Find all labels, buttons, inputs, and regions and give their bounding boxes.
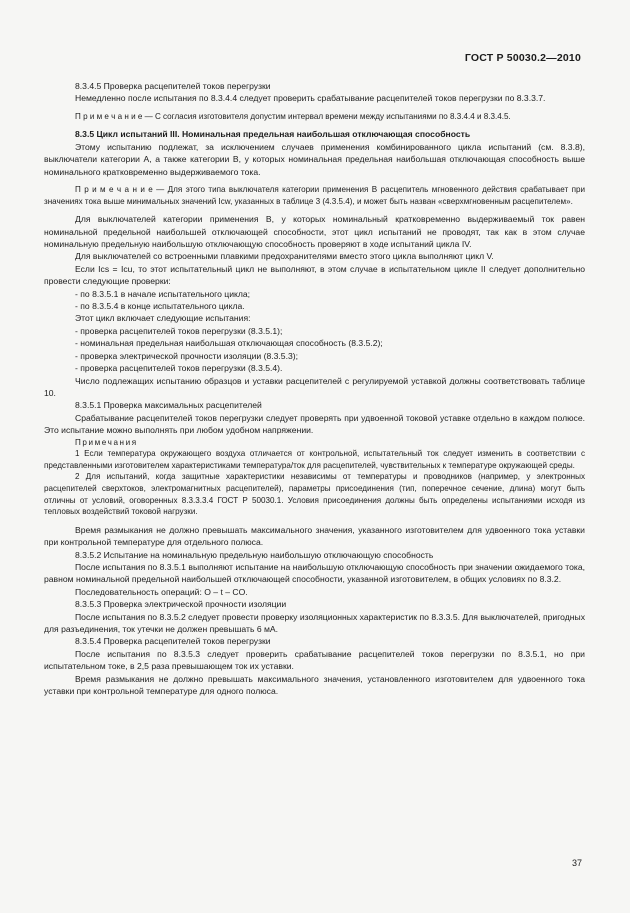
body-paragraph <box>44 337 585 349</box>
paragraph-text: 8.3.5.2 Испытание на номинальную предельную наибольшую отключающую способность <box>75 549 434 560</box>
body-paragraph <box>44 92 585 104</box>
paragraph-text: 8.3.5.3 Проверка электрической прочности изоляции <box>75 599 287 610</box>
paragraph-text: После испытания по 8.3.5.2 следует провести проверку изоляционных характеристик по 8.3.3.5. Для выключателей, пригодных для разъединения, ток утечки не должен превышать 6 мА. <box>44 611 585 634</box>
paragraph-text: 8.3.5.4 Проверка расцепителей токов перегрузки <box>75 636 271 647</box>
paragraph-text: 8.3.4.5 Проверка расцепителей токов перегрузки <box>75 81 271 91</box>
standard-header: ГОСТ Р 50030.2—2010 <box>464 52 581 64</box>
body-paragraph <box>44 141 585 178</box>
paragraph-text: - по 8.3.5.4 в конце испытательного цикла. <box>75 301 245 312</box>
body-paragraph <box>44 325 585 337</box>
body-paragraph <box>44 80 585 92</box>
note-paragraph <box>44 184 585 207</box>
body-paragraph <box>44 350 585 362</box>
paragraph-text: Для этого типа выключателя категории применения В расцепитель мгновенного действия срабатывает при значениях тока выше минимальных значений Icw, указанных в таблице 3 (4.3.5.4), и может быть назван «сверхмгновенным расцепителем». <box>44 185 585 206</box>
body-paragraph <box>44 250 585 262</box>
page-number: 37 <box>571 858 582 868</box>
paragraph-text: 8.3.5.1 Проверка максимальных расцепителей <box>75 400 262 411</box>
body-paragraph <box>44 412 585 437</box>
paragraph-text: - по 8.3.5.1 в начале испытательного цикла; <box>75 288 251 299</box>
body-paragraph <box>44 598 585 610</box>
body-paragraph <box>44 399 585 411</box>
body-paragraph <box>44 549 585 561</box>
body-paragraph <box>44 448 585 471</box>
body-paragraph <box>44 673 585 698</box>
body-paragraph <box>44 648 585 673</box>
paragraph-text: После испытания по 8.3.5.1 выполняют испытание на наибольшую отключающую способность при значении ожидаемого тока, равном номинальной предельной наибольшей отключающей способности, указанной изготовителем, в общих условиях по 8.3.2. <box>44 561 585 585</box>
paragraph-text: 1 Если температура окружающего воздуха отличается от контрольной, испытательный ток следует изменить в соответствии с представленными изготовителем характеристиками температура/ток для расцепителей, чувствительных к температуре окружающей среды. <box>44 449 585 470</box>
body-paragraph <box>44 524 585 549</box>
body-paragraph <box>44 300 585 312</box>
paragraph-text: Для выключателей со встроенными плавкими предохранителями вместо этого цикла выполняют цикл V. <box>75 251 494 262</box>
body-paragraph <box>44 213 585 250</box>
body-paragraph <box>44 471 585 517</box>
body-paragraph <box>44 635 585 647</box>
body-paragraph <box>44 611 585 636</box>
paragraph-text: - проверка электрической прочности изоляции (8.3.5.3); <box>75 350 298 361</box>
paragraph-text: Для выключателей категории применения В, у которых номинальный кратковременно выдерживаемый ток равен номинальной предельной наибольшей отключающей способности, этот цикл испытаний не проводят, так как в этом случае номинальную предельную наибольшую отключающую способность проверяют в ходе испытаний цикла IV. <box>44 214 585 250</box>
body-paragraph <box>44 128 585 140</box>
paragraph-text: Примечания <box>75 437 138 447</box>
paragraph-text: Последовательность операций: O – t – CO. <box>75 586 248 597</box>
paragraph-text: Время размыкания не должно превышать максимального значения, установленного изготовителем для удвоенного тока уставки при контрольной температуре для одного полюса. <box>44 673 585 696</box>
paragraph-text: Число подлежащих испытанию образцов и уставки расцепителей с регулируемой уставкой должны соответствовать таблице 10. <box>44 375 585 398</box>
body-paragraph <box>44 312 585 324</box>
note-paragraph <box>44 111 585 123</box>
body-paragraph <box>44 437 585 449</box>
body-paragraph <box>44 561 585 586</box>
paragraph-text: Если Ics = Icu, то этот испытательный цикл не выполняют, в этом случае в испытательном цикле II следует дополнительно провести следующие проверки: <box>44 263 585 287</box>
paragraph-text: Время размыкания не должно превышать максимального значения, указанного изготовителем для удвоенного тока уставки при контрольной температуре для отдельного полюса. <box>44 524 585 548</box>
document-body <box>44 80 585 697</box>
body-paragraph <box>44 263 585 288</box>
paragraph-text: Этому испытанию подлежат, за исключением случаев применения комбинированного цикла испытаний (см. 8.3.8), выключатели категории А, а также категории В, у которых номинальная предельная наибольшая отключающая способность выше номинального кратковременно выдерживаемого тока. <box>44 141 585 177</box>
paragraph-text: Немедленно после испытания по 8.3.4.4 следует проверить срабатывание расцепителей токов перегрузки по 8.3.3.7. <box>75 93 546 104</box>
body-paragraph <box>44 586 585 598</box>
paragraph-text: - номинальная предельная наибольшая отключающая способность (8.3.5.2); <box>75 338 383 349</box>
paragraph-text: 2 Для испытаний, когда защитные характеристики независимы от температуры и проводников (например, у электронных расцепителей сверхтоков, электромагнитных расцепителей), параметры присоединения (тип, поперечное сечение, длина) могут быть отличны от условий, оговоренных 8.3.3.3.4 ГОСТ Р 50030.1. Условия присоединения должны быть определены испытаниями исходя из тепловых воздействий токовой нагрузки. <box>44 472 585 517</box>
body-paragraph <box>44 288 585 300</box>
paragraph-text: С согласия изготовителя допустим интервал времени между испытаниями по 8.3.4.4 и 8.3.4.5. <box>154 111 511 121</box>
paragraph-text: - проверка расцепителей токов перегрузки (8.3.5.1); <box>75 325 283 336</box>
paragraph-text: - проверка расцепителей токов перегрузки (8.3.5.4). <box>75 363 283 374</box>
body-paragraph <box>44 362 585 374</box>
body-paragraph <box>44 375 585 400</box>
note-label: П р и м е ч а н и е — <box>75 185 165 195</box>
note-label: П р и м е ч а н и е — <box>75 111 153 121</box>
paragraph-text: Срабатывание расцепителей токов перегрузки следует проверять при удвоенной токовой уставке отдельно в каждом полюсе. Это испытание можно выполнять при любом удобном напряжении. <box>44 412 585 436</box>
paragraph-text: После испытания по 8.3.5.3 следует проверить срабатывание расцепителей токов перегрузки по 8.3.5.1, но при испытательном токе, в 2,5 раза превышающем ток их уставки. <box>44 648 585 672</box>
paragraph-text: 8.3.5 Цикл испытаний III. Номинальная предельная наибольшая отключающая способность <box>75 129 471 140</box>
paragraph-text: Этот цикл включает следующие испытания: <box>75 313 251 324</box>
